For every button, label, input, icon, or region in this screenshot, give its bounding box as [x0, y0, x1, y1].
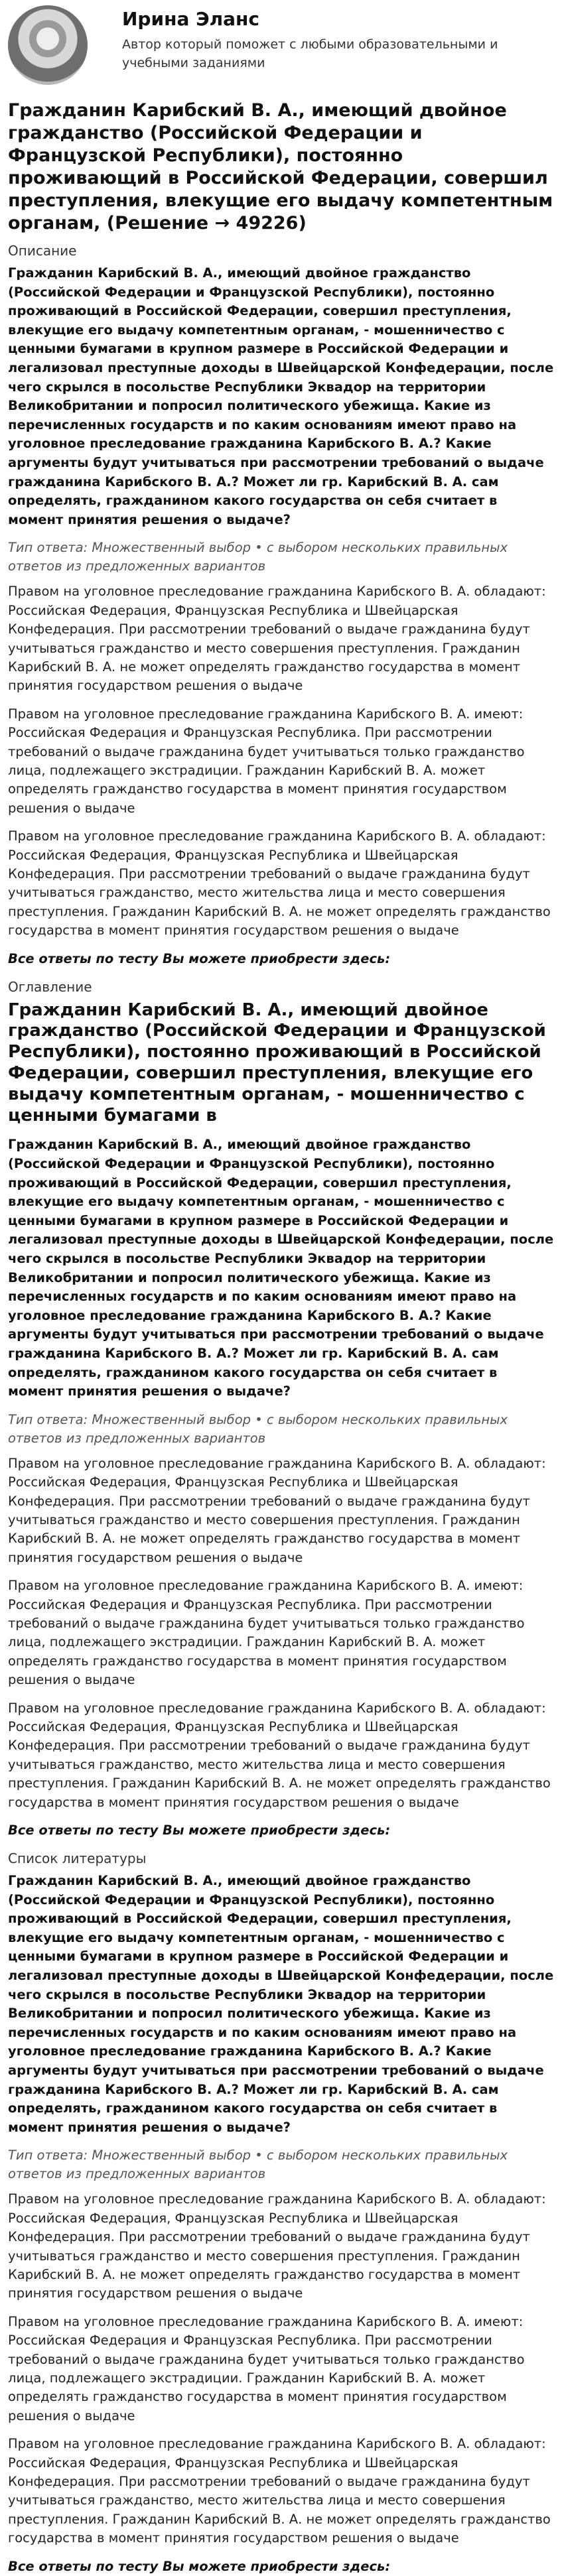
- answer-option: Правом на уголовное преследование гражданина Карибского В. А. обладают: Российская Федерация, Французская Республика и Швейцарская Конфедерация. При рассмотрении требований о выдаче гражданина будут учитываться гражданство и место совершения преступления. Гражданин Карибский В. А. не может определять гражданство государства в момент принятия государством решения о выдаче: [8, 1455, 546, 1565]
- answer-option: Правом на уголовное преследование гражданина Карибского В. А. обладают: Российская Федерация, Французская Республика и Швейцарская Конфедерация. При рассмотрении требований о выдаче гражданина будут учитываться гражданство, место жительства лица и место совершения преступления. Гражданин Карибский В. А. не может определять гражданство государства в момент принятия государством решения о выдаче: [8, 2436, 551, 2546]
- section-label: Список литературы: [8, 1850, 147, 1867]
- buy-answers-text: Все ответы по тесту Вы можете приобрести здесь:: [8, 950, 391, 966]
- author-info: [122, 5, 547, 72]
- author-avatar[interactable]: [8, 5, 88, 85]
- section-label: Оглавление: [8, 978, 92, 995]
- answer-option: Правом на уголовное преследование гражданина Карибского В. А. обладают: Российская Федерация, Французская Республика и Швейцарская Конфедерация. При рассмотрении требований о выдаче гражданина будут учитываться гражданство и место совершения преступления. Гражданин Карибский В. А. не может определять гражданство государства в момент принятия государством решения о выдаче: [8, 584, 546, 694]
- question-text: Гражданин Карибский В. А., имеющий двойное гражданство (Российской Федерации и Французской Республики), постоянно проживающий в Российской Федерации, совершил преступления, влекущие его выдачу компетентным органам, - мошенничество с ценными бумагами в крупном размере в Российской Федерации и легализовал преступные доходы в Швейцарской Конфедерации, после чего скрылся в посольстве Республики Эквадор на территории Великобритании и попросил политического убежища. Какие из перечисленных государств и по каким основаниям имеют право на уголовное преследование гражданина Карибского В. А.? Какие аргументы будут учитываться при рассмотрении требований о выдаче гражданина Карибского В. А.? Может ли гр. Карибский В. А. сам определять, гражданином какого государства он себя считает в момент принятия решения о выдаче?: [8, 265, 554, 527]
- section-references: [8, 1849, 554, 2576]
- contents-heading: Гражданин Карибский В. А., имеющий двойное гражданство (Российской Федерации и Французской Республики), постоянно проживающий в Российской Федерации, совершил преступления, влекущие его выдачу компетентным органам, - мошенничество с ценными бумагами в: [8, 999, 546, 1126]
- answer-type: Тип ответа: Множественный выбор • с выбором нескольких правильных ответов из предложенных вариантов: [8, 2148, 508, 2182]
- question-text: Гражданин Карибский В. А., имеющий двойное гражданство (Российской Федерации и Французской Республики), постоянно проживающий в Российской Федерации, совершил преступления, влекущие его выдачу компетентным органам, - мошенничество с ценными бумагами в крупном размере в Российской Федерации и легализовал преступные доходы в Швейцарской Конфедерации, после чего скрылся в посольстве Республики Эквадор на территории Великобритании и попросил политического убежища. Какие из перечисленных государств и по каким основаниям имеют право на уголовное преследование гражданина Карибского В. А.? Какие аргументы будут учитываться при рассмотрении требований о выдаче гражданина Карибского В. А.? Может ли гр. Карибский В. А. сам определять, гражданином какого государства он себя считает в момент принятия решения о выдаче?: [8, 1137, 554, 1399]
- buy-answers-text: Все ответы по тесту Вы можете приобрести здесь:: [8, 2558, 391, 2574]
- buy-answers-text: Все ответы по тесту Вы можете приобрести здесь:: [8, 1823, 391, 1838]
- section-description: [8, 241, 554, 968]
- answer-option: Правом на уголовное преследование гражданина Карибского В. А. обладают: Российская Федерация, Французская Республика и Швейцарская Конфедерация. При рассмотрении требований о выдаче гражданина будут учитываться гражданство, место жительства лица и место совершения преступления. Гражданин Карибский В. А. не может определять гражданство государства в момент принятия государством решения о выдаче: [8, 828, 551, 938]
- answer-option: Правом на уголовное преследование гражданина Карибского В. А. имеют: Российская Федерация и Французская Республика. При рассмотрении требований о выдаче гражданина будет учитываться только гражданство лица, подлежащего экстрадиции. Гражданин Карибский В. А. может определять гражданство государства в момент принятия государством решения о выдаче: [8, 1578, 525, 1688]
- author-name[interactable]: Ирина Эланс: [122, 8, 259, 30]
- answer-option: Правом на уголовное преследование гражданина Карибского В. А. обладают: Российская Федерация, Французская Республика и Швейцарская Конфедерация. При рассмотрении требований о выдаче гражданина будут учитываться гражданство, место жительства лица и место совершения преступления. Гражданин Карибский В. А. не может определять гражданство государства в момент принятия государством решения о выдаче: [8, 1700, 551, 1810]
- answer-option: Правом на уголовное преследование гражданина Карибского В. А. имеют: Российская Федерация и Французская Республика. При рассмотрении требований о выдаче гражданина будет учитываться только гражданство лица, подлежащего экстрадиции. Гражданин Карибский В. А. может определять гражданство государства в момент принятия государством решения о выдаче: [8, 2313, 525, 2423]
- answer-option: Правом на уголовное преследование гражданина Карибского В. А. обладают: Российская Федерация, Французская Республика и Швейцарская Конфедерация. При рассмотрении требований о выдаче гражданина будут учитываться гражданство и место совершения преступления. Гражданин Карибский В. А. не может определять гражданство государства в момент принятия государством решения о выдаче: [8, 2191, 546, 2301]
- page-title: Гражданин Карибский В. А., имеющий двойное гражданство (Российской Федерации и Французской Республики), постоянно проживающий в Российской Федерации, совершил преступления, влекущие его выдачу компетентным органам, (Решение → 49226): [8, 100, 553, 233]
- question-text: Гражданин Карибский В. А., имеющий двойное гражданство (Российской Федерации и Французской Республики), постоянно проживающий в Российской Федерации, совершил преступления, влекущие его выдачу компетентным органам, - мошенничество с ценными бумагами в крупном размере в Российской Федерации и легализовал преступные доходы в Швейцарской Конфедерации, после чего скрылся в посольстве Республики Эквадор на территории Великобритании и попросил политического убежища. Какие из перечисленных государств и по каким основаниям имеют право на уголовное преследование гражданина Карибского В. А.? Какие аргументы будут учитываться при рассмотрении требований о выдаче гражданина Карибского В. А.? Может ли гр. Карибский В. А. сам определять, гражданином какого государства он себя считает в момент принятия решения о выдаче?: [8, 1873, 554, 2135]
- author-description: Автор который поможет с любыми образовательными и учебными заданиями: [122, 37, 498, 70]
- answer-type: Тип ответа: Множественный выбор • с выбором нескольких правильных ответов из предложенных вариантов: [8, 540, 508, 574]
- answer-type: Тип ответа: Множественный выбор • с выбором нескольких правильных ответов из предложенных вариантов: [8, 1411, 508, 1446]
- section-contents: [8, 978, 554, 1840]
- section-label: Описание: [8, 243, 77, 259]
- answer-option: Правом на уголовное преследование гражданина Карибского В. А. имеют: Российская Федерация и Французская Республика. При рассмотрении требований о выдаче гражданина будет учитываться только гражданство лица, подлежащего экстрадиции. Гражданин Карибский В. А. может определять гражданство государства в момент принятия государством решения о выдаче: [8, 706, 525, 816]
- author-block: [8, 0, 554, 85]
